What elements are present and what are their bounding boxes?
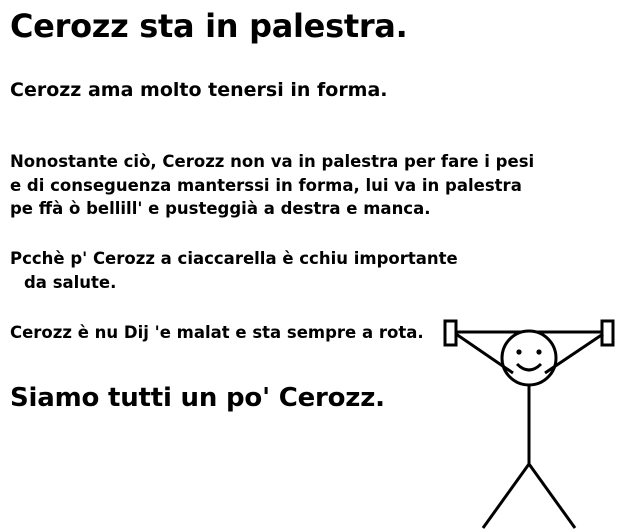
paragraph-3-line-1: Cerozz è nu Dij 'e malat e sta sempre a rota. <box>10 323 424 343</box>
document-page <box>0 8 623 531</box>
paragraph-1-line-3: pe ffà ò bellill' e pusteggià a destra e manca. <box>10 199 431 219</box>
page-subtitle: Cerozz ama molto tenersi in forma. <box>10 78 388 101</box>
page-title: Cerozz sta in palestra. <box>10 7 408 45</box>
paragraph-1 <box>10 150 613 222</box>
stick-figure-weightlifter-icon <box>439 316 619 531</box>
paragraph-1-line-1: Nonostante ciò, Cerozz non va in palestra per fare i pesi <box>10 151 535 171</box>
paragraph-2-line-2: da salute. <box>24 273 117 293</box>
paragraph-1-line-2: e di conseguenza manterssi in forma, lui va in palestra <box>10 175 522 195</box>
paragraph-2 <box>10 247 613 295</box>
closing-line: Siamo tutti un po' Cerozz. <box>10 383 385 414</box>
paragraph-2-line-1: Pcchè p' Cerozz a ciaccarella è cchiu importante <box>10 249 458 269</box>
